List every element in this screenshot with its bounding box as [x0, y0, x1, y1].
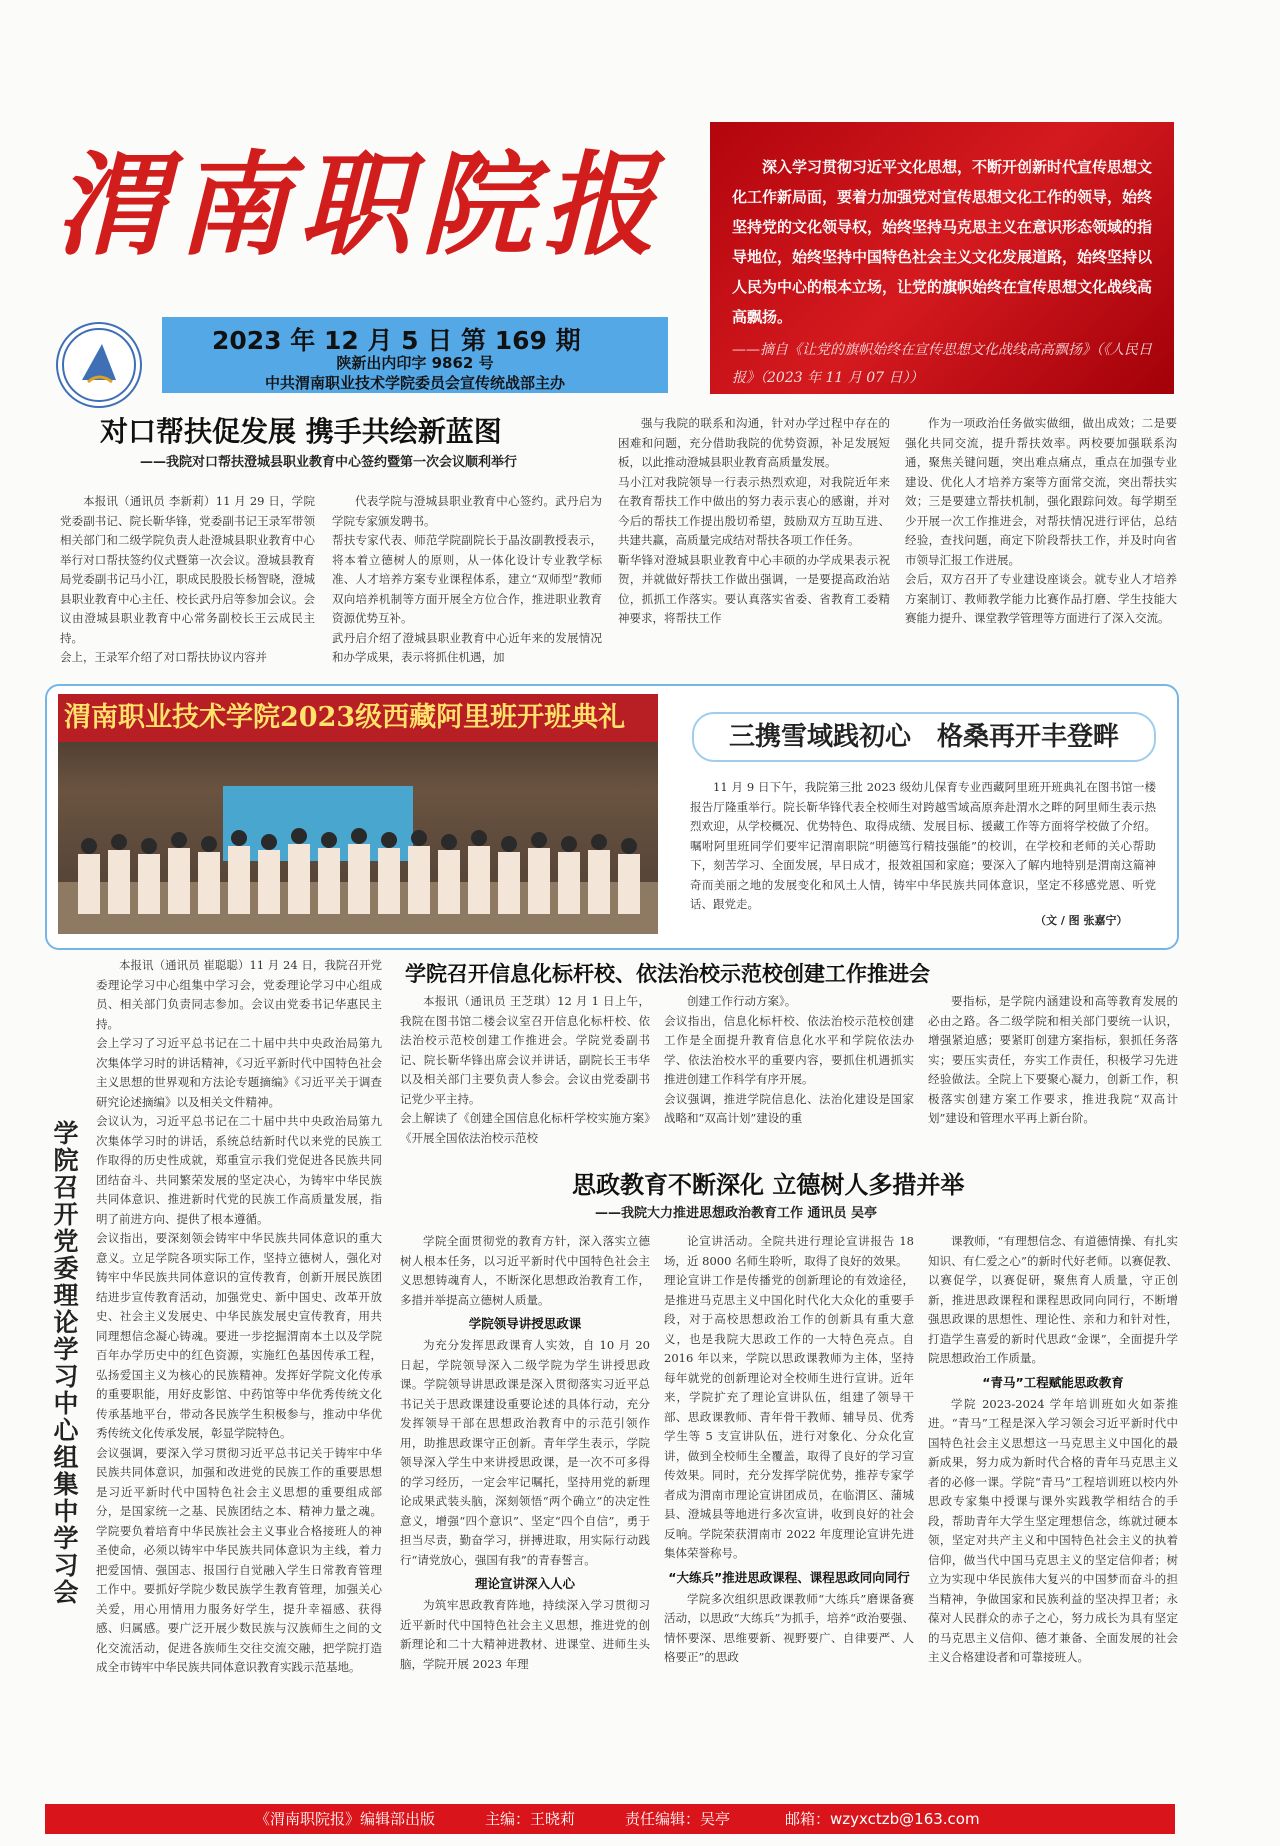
article2-vertical-title: 学院召开党委理论学习中心组集中学习会	[50, 1120, 79, 1606]
article1-col4: 作为一项政治任务做实做细，做出成效；二是要强化共同交流，提升帮扶效率。两校要加强联系沟通，聚焦关键问题，突出难点痛点，重点在加强专业建设、优化人才培养方案等方面常交流，突出帮扶实效；三是要建立帮扶机制，强化跟踪问效。每学期至少开展一次工作推进会，对帮扶情况进行评估，总结经验，查找问题，商定下阶段帮扶工作，并及时向省市领导汇报工作进展。 会后，双方召开了专业建设座谈会。就专业人才培养方案制订、教师教学能力比赛作品打磨、学生技能大赛能力提升、课堂教学管理等方面进行了深入交流。	[905, 416, 1177, 625]
article4-subheadline: ——我院大力推进思想政治教育工作 通讯员 吴亭	[595, 1206, 878, 1221]
article3-col3: 要指标，是学院内涵建设和高等教育发展的必由之路。各二级学院和相关部门要统一认识，增强紧迫感；要紧盯创建方案指标，狠抓任务落实；要压实责任，夯实工作责任，积极学习先进经验做法。全院上下要聚心凝力，创新工作，积极落实创建方案工作要求，推进我院“双高计划”建设和管理水平再上新台阶。	[928, 994, 1178, 1125]
photo-story-text: 11 月 9 日下午，我院第三批 2023 级幼儿保育专业西藏阿里班开班典礼在图书馆一楼报告厅隆重举行。院长靳华锋代表全校师生对跨越雪域高原奔赴渭水之畔的阿里师生表示热烈欢迎，从学校概况、优势特色、取得成绩、发展目标、援藏工作等方面将学校做了介绍。嘱咐阿里班同学们要牢记渭南职院“明德笃行精技强能”的校训，在学校和老师的关心帮助下，刻苦学习、全面发展，早日成才，报效祖国和家庭；要深入了解内地特别是渭南这篇神奇而美丽之地的发展变化和风土人情，铸牢中华民族共同体意识，坚定不移感党恩、听党话、跟党走。	[690, 780, 1156, 911]
article4-sec2-title: 理论宣讲深入人心	[474, 1576, 575, 1591]
issue-date: 2023 年 12 月 5 日 第 169 期	[212, 326, 581, 355]
article4-sec2: 为筑牢思政教育阵地，持续深入学习贯彻习近平新时代中国特色社会主义思想，推进党的创新理论和二十大精神进教材、进课堂、进师生头脑，学院开展 2023 年理	[400, 1598, 650, 1671]
article4-headline: 思政教育不断深化 立德树人多措并举	[572, 1170, 965, 1199]
photo-credit: （文 / 图 张嘉宁）	[1035, 914, 1128, 927]
article4-sec4: 学院 2023-2024 学年培训班如火如荼推进。“青马”工程是深入学习领会习近平新时代中国特色社会主义思想这一马克思主义中国化的最新成果，努力成为新时代合格的青年马克思主义者的必修一课。学院“青马”工程培训班以校内外思政专家集中授课与课外实践教学相结合的手段，帮助青年大学生坚定理想信念，练就过硬本领，坚定对共产主义和中国特色社会主义的执着信仰，做当代中国马克思主义的坚定信仰者；树立为实现中华民族伟大复兴的中国梦而奋斗的担当精神，争做国家和民族利益的坚决捍卫者；永葆对人民群众的赤子之心，努力成长为具有坚定的马克思主义信仰、德才兼备、全面发展的社会主义合格建设者和可靠接班人。	[928, 1396, 1178, 1664]
article1-col1: 本报讯（通讯员 李新莉）11 月 29 日，学院党委副书记、院长靳华锋，党委副书记王录军带领相关部门和二级学院负责人赴澄城县职业教育中心举行对口帮扶签约仪式暨第一次会议。澄城县教育局党委副书记马小江，职成民股股长杨智晓，澄城县职业教育中心主任、校长武丹启等参加会议。会议由澄城县职业教育中心常务副校长王云成民主持。 会上，王录军介绍了对口帮扶协议内容并	[60, 494, 315, 664]
college-logo-icon	[56, 322, 142, 408]
quote-text: 深入学习贯彻习近平文化思想，不断开创新时代宣传思想文化工作新局面，要着力加强党对宣传思想文化工作的领导，始终坚持党的文化领导权，始终坚持马克思主义在意识形态领域的指导地位，始终坚持中国特色社会主义文化发展道路，始终坚持以人民为中心的根本立场，让党的旗帜始终在宣传思想文化战线高高飘扬。	[732, 158, 1153, 326]
quote-box	[710, 122, 1174, 394]
article4-intro: 学院全面贯彻党的教育方针，深入落实立德树人根本任务，以习近平新时代中国特色社会主义思想铸魂育人，不断深化思想政治教育工作，多措并举提高立德树人质量。	[400, 1234, 650, 1307]
footer-email[interactable]: 邮箱：wzyxctzb@163.com	[785, 1810, 980, 1828]
article4-col2: 论宣讲活动。全院共进行理论宣讲报告 18 场，近 8000 名师生聆听，取得了良好的效果。 理论宣讲工作是传播党的创新理论的有效途径，是推进马克思主义中国化时代化大众化的重要手段，对于高校思想政治工作的创新具有重大意义，也是我院大思政工作的一大特色亮点。自 2016 年以来，学院以思政课教师为主体，坚持每年就党的创新理论对全校师生进行宣讲。近年来，学院扩充了理论宣讲队伍，组建了领导干部、思政课教师、青年骨干教师、辅导员、优秀学生等 5 支宣讲队伍，进行对象化、分众化宣讲，做到全校师生全覆盖，取得了良好的学习宣传效果。同时，充分发挥学院优势，推荐专家学者成为渭南市理论宣讲团成员，在临渭区、蒲城县、澄城县等地进行多次宣讲，收到良好的社会反响。学院荣获渭南市 2022 年度理论宣讲先进集体荣誉称号。	[664, 1234, 914, 1560]
article1-headline: 对口帮扶促发展 携手共绘新蓝图	[100, 415, 502, 448]
publisher: 中共渭南职业技术学院委员会宣传统战部主办	[264, 374, 565, 392]
ceremony-photo	[58, 694, 658, 934]
footer-editor: 主编：王晓莉	[485, 1810, 576, 1828]
article3-col1: 本报讯（通讯员 王芝琪）12 月 1 日上午，我院在图书馆二楼会议室召开信息化标杆校、依法治校示范校创建工作推进会。学院党委副书记、院长靳华锋出席会议并讲话，副院长王韦华以及相关部门主要负责人参会。会议由党委副书记党少平主持。 会上解读了《创建全国信息化标杆学校实施方案》《开展全国依法治校示范校	[400, 994, 650, 1145]
photo-story-headline: 三携雪域践初心 格桑再开丰登畔	[692, 712, 1156, 762]
article4-sec3-title: “大练兵”推进思政课程、课程思政同向同行	[668, 1569, 910, 1585]
article1-subheadline: ——我院对口帮扶澄城县职业教育中心签约暨第一次会议顺利举行	[140, 455, 518, 470]
issue-info-box	[162, 317, 668, 393]
article1-col3: 强与我院的联系和沟通，针对办学过程中存在的困难和问题，充分借助我院的优势资源，补足发展短板，以此推动澄城县职业教育高质量发展。 马小江对我院领导一行表示热烈欢迎，对我院近年来在教育帮扶工作中做出的努力表示衷心的感谢，并对今后的帮扶工作提出殷切希望，鼓励双方互助互进、共建共赢，高质量完成结对帮扶各项工作任务。 靳华锋对澄城县职业教育中心丰硕的办学成果表示祝贺，并就做好帮扶工作做出强调，一是要提高政治站位，抓抓工作落实。要认真落实省委、省教育工委精神要求，将帮扶工作	[618, 416, 890, 625]
footer-resp-editor: 责任编辑：吴亭	[625, 1810, 731, 1828]
footer-dept: 《渭南职院报》编辑部出版	[255, 1810, 436, 1828]
ceremony-banner: 渭南职业技术学院2023级西藏阿里班开班典礼	[58, 694, 658, 742]
newspaper-title: 渭南职院报	[55, 140, 665, 271]
article4-sec1-title: 学院领导讲授思政课	[468, 1316, 582, 1331]
article4-sec4-title: “青马”工程赋能思政教育	[982, 1374, 1124, 1390]
article1-col2: 代表学院与澄城县职业教育中心签约。武丹启为学院专家颁发聘书。 帮扶专家代表、师范学院副院长于晶汝副教授表示，将本着立德树人的原则，从一体化设计专业教学标准、人才培养方案专业课程体系，建立“双师型”教师双向培养机制等方面开展全方位合作，推进职业教育资源优势互补。 武丹启介绍了澄城县职业教育中心近年来的发展情况和办学成果，表示将抓住机遇，加	[332, 494, 602, 664]
crowd-illustration	[58, 824, 658, 934]
article4-sec3: 学院多次组织思政课教师“大练兵”磨课备赛活动，以思政“大练兵”为抓手，培养“政治要强、情怀要深、思维要新、视野要广、自律要严、人格要正”的思政	[664, 1591, 914, 1664]
article3-headline: 学院召开信息化标杆校、依法治校示范校创建工作推进会	[405, 962, 930, 986]
article2-text: 本报讯（通讯员 崔聪聪）11 月 24 日，我院召开党委理论学习中心组集中学习会，党委理论学习中心组成员、相关部门负责同志参加。会议由党委书记华惠民主持。 会上学习了习近平总书记在二十届中共中央政治局第九次集体学习时的讲话精神，《习近平新时代中国特色社会主义思想的世界观和方法论专题摘编》《习近平关于调查研究论述摘编》以及相关文件精神。 会议认为，习近平总书记在二十届中共中央政治局第九次集体学习时的讲话，系统总结新时代以来党的民族工作取得的历史性成就，郑重宣示我们党促进各民族共同团结奋斗、共同繁荣发展的坚定决心，为铸牢中华民族共同体意识、推进新时代党的民族工作高质量发展，指明了前进方向、提供了根本遵循。 会议指出，要深刻领会铸牢中华民族共同体意识的重大意义。立足学院各项实际工作，坚持立德树人，强化对铸牢中华民族共同体意识的宣传教育，创新开展民族团结进步宣传教育活动，加强党史、新中国史、改革开放史、社会主义发展史、中华民族发展史宣传教育，用共同理想信念凝心铸魂。要进一步挖掘渭南本土以及学院百年办学历史中的红色资源，实施红色基因传承工程，弘扬爱国主义为核心的民族精神。发挥好学院文化传承的重要职能，用好皮影馆、中药馆等中华优秀传统文化传承基地平台，带动各民族学生积极参与，推动中华优秀传统文化传承发展，彰显学院特色。 会议强调，要深入学习贯彻习近平总书记关于铸牢中华民族共同体意识，加强和改进党的民族工作的重要思想是习近平新时代中国特色社会主义思想的重要组成部分，是国家统一之基、民族团结之本、精神力量之魂。学院要负着培育中华民族社会主义事业合格接班人的神圣使命，必须以铸牢中华民族共同体意识为主线，着力把爱国情、强国志、报国行自觉融入学生日常教育管理工作中。要抓好学院少数民族学生教育管理，加强关心关爱，用心用情用力服务好学生，提升幸福感、获得感、归属感。要广泛开展少数民族与汉族师生之间的文化交流活动，促进各族师生交往交流交融，把学院打造成全市铸牢中华民族共同体意识教育实践示范基地。	[96, 958, 382, 1674]
article4-col3: 课教师，“有理想信念、有道德情操、有扎实知识、有仁爱之心”的新时代好老师。以赛促教、以赛促学，以赛促研，聚焦育人质量，守正创新，推进思政课程和课程思政同向同行，不断增强思政课的思想性、理论性、亲和力和针对性，打造学生喜爱的新时代思政“金课”，全面提升学院思想政治工作质量。	[928, 1234, 1178, 1365]
publication-license: 陕新出内印字 9862 号	[336, 354, 494, 372]
article3-col2: 创建工作行动方案》。 会议指出，信息化标杆校、依法治校示范校创建工作是全面提升教育信息化水平和学院依法办学、依法治校水平的重要内容，要抓住机遇抓实推进创建工作科学有序开展。 会议强调，推进学院信息化、法治化建设是国家战略和“双高计划”建设的重	[664, 994, 914, 1125]
quote-source: ——摘自《让党的旗帜始终在宣传思想文化战线高高飘扬》（《人民日报》（2023 年 11 月 07 日））	[732, 342, 1152, 386]
article4-sec1: 为充分发挥思政课育人实效，自 10 月 20 日起，学院领导深入二级学院为学生讲授思政课。学院领导讲思政课是深入贯彻落实习近平总书记关于思政课建设重要论述的具体行动，充分发挥领导干部在思想政治教育中的示范引领作用，助推思政课守正创新。青年学生表示，学院领导深入学生中来讲授思政课，是一次不可多得的学习经历，一定会牢记嘱托，坚持用党的新理论成果武装头脑，深刻领悟“两个确立”的决定性意义，增强“四个意识”、坚定“四个自信”，勇于担当尽责，勤奋学习，拼搏进取，用实际行动践行“请党放心，强国有我”的青春誓言。	[400, 1338, 650, 1567]
footer-bar	[45, 1804, 1175, 1834]
